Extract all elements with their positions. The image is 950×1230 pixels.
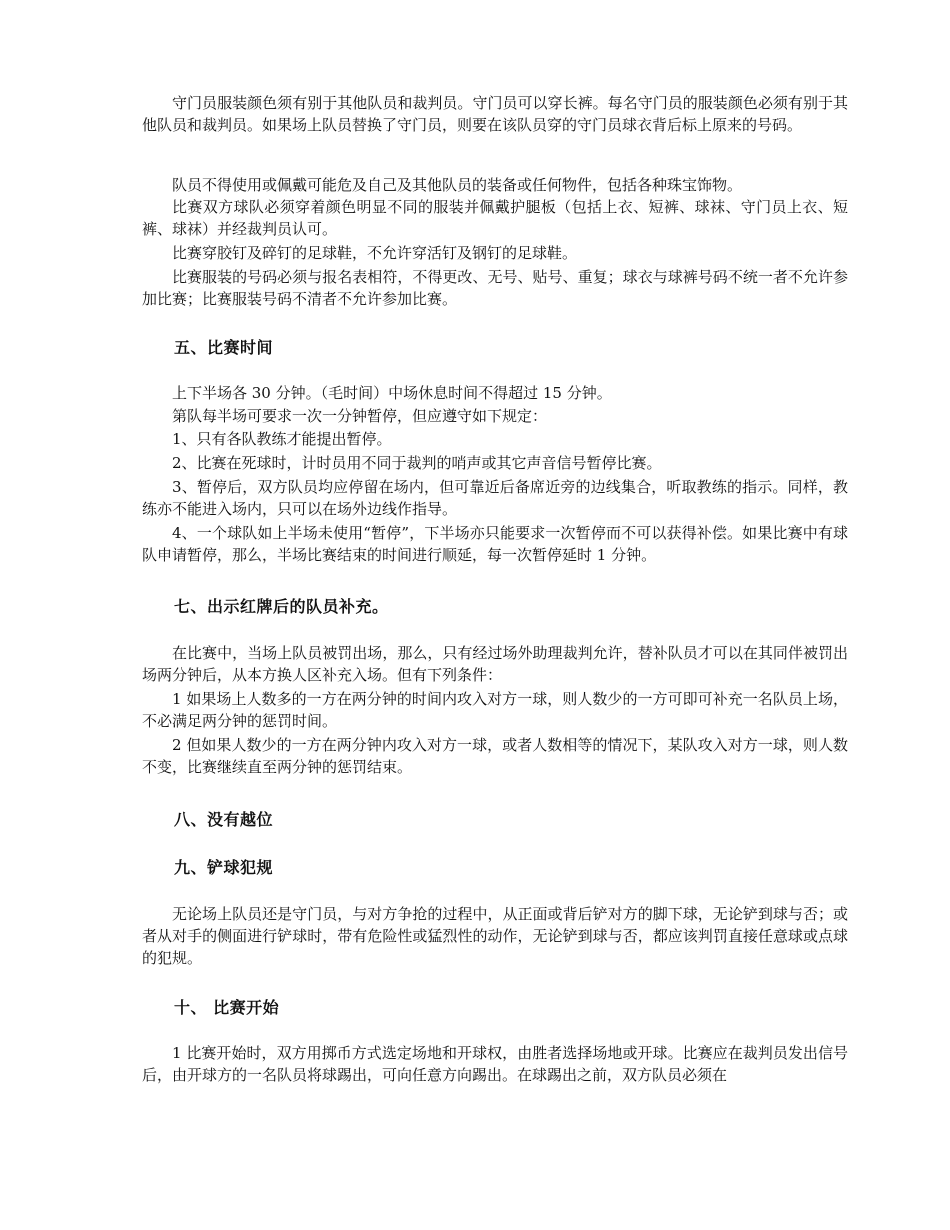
paragraph-halves-length: 上下半场各 30 分钟。（毛时间）中场休息时间不得超过 15 分钟。 bbox=[172, 384, 612, 402]
paragraph-timeout-rule-3: 3、暂停后，双方队员均应停留在场内，但可靠近后备席近旁的边线集合，听取教练的指示。同样，教练亦不能进入场内，只可以在场外边线作指导。 bbox=[142, 478, 848, 519]
paragraph-tackle-rule: 无论场上队员还是守门员，与对方争抢的过程中，从正面或背后铲对方的脚下球，无论铲到球与否；或者从对手的侧面进行铲球时，带有危险性或猛烈性的动作，无论铲到球与否，都应该判罚直接任意球或点球的犯规。 bbox=[142, 905, 848, 968]
paragraph-shirt-numbers: 比赛服装的号码必须与报名表相符，不得更改、无号、贴号、重复；球衣与球裤号码不统一者不允许参加比赛；比赛服装号码不清者不允许参加比赛。 bbox=[142, 268, 848, 309]
paragraph-timeout-rule-2: 2、比赛在死球时，计时员用不同于裁判的哨声或其它声音信号暂停比赛。 bbox=[172, 454, 662, 472]
paragraph-timeout-rule: 第队每半场可要求一次一分钟暂停，但应遵守如下规定： bbox=[172, 407, 548, 425]
paragraph-timeout-rule-4: 4、一个球队如上半场未使用“暂停”，下半场亦只能要求一次暂停而不可以获得补偿。如果比赛中有球队申请暂停，那么，半场比赛结束的时间进行顺延，每一次暂停延时 1 分钟。 bbox=[142, 524, 848, 565]
heading-tackle-fouls: 九、铲球犯规 bbox=[174, 858, 274, 877]
paragraph-red-card-condition-2: 2 但如果人数少的一方在两分钟内攻入对方一球，或者人数相等的情况下，某队攻入对方一球，则人数不变，比赛继续直至两分钟的惩罚结束。 bbox=[142, 736, 848, 777]
paragraph-boots: 比赛穿胶钉及碎钉的足球鞋，不允许穿活钉及钢钉的足球鞋。 bbox=[172, 244, 578, 262]
paragraph-red-card-procedure: 在比赛中，当场上队员被罚出场，那么，只有经过场外助理裁判允许，替补队员才可以在其同伴被罚出场两分钟后，从本方换人区补充入场。但有下列条件： bbox=[142, 644, 848, 685]
paragraph-red-card-condition-1: 1 如果场上人数多的一方在两分钟的时间内攻入对方一球，则人数少的一方可即可补充一名队员上场，不必满足两分钟的惩罚时间。 bbox=[142, 690, 848, 731]
heading-no-offside: 八、没有越位 bbox=[174, 810, 274, 829]
heading-red-card-replacement: 七、出示红牌后的队员补充。 bbox=[174, 597, 389, 616]
heading-kick-off: 十、 比赛开始 bbox=[174, 998, 280, 1017]
paragraph-goalkeeper-kit: 守门员服装颜色须有别于其他队员和裁判员。守门员可以穿长裤。每名守门员的服装颜色必须有别于其他队员和裁判员。如果场上队员替换了守门员，则要在该队员穿的守门员球衣背后标上原来的号码。 bbox=[142, 94, 848, 135]
heading-match-duration: 五、比赛时间 bbox=[174, 338, 274, 357]
paragraph-kick-off-rule: 1 比赛开始时，双方用掷币方式选定场地和开球权，由胜者选择场地或开球。比赛应在裁判员发出信号后，由开球方的一名队员将球踢出，可向任意方向踢出。在球踢出之前，双方队员必须在 bbox=[142, 1044, 848, 1085]
paragraph-no-jewelry: 队员不得使用或佩戴可能危及自己及其他队员的装备或任何物件，包括各种珠宝饰物。 bbox=[172, 176, 743, 194]
paragraph-team-colors: 比赛双方球队必须穿着颜色明显不同的服装并佩戴护腿板（包括上衣、短裤、球袜、守门员上衣、短裤、球袜）并经裁判员认可。 bbox=[142, 198, 848, 239]
paragraph-timeout-rule-1: 1、只有各队教练才能提出暂停。 bbox=[172, 430, 392, 448]
